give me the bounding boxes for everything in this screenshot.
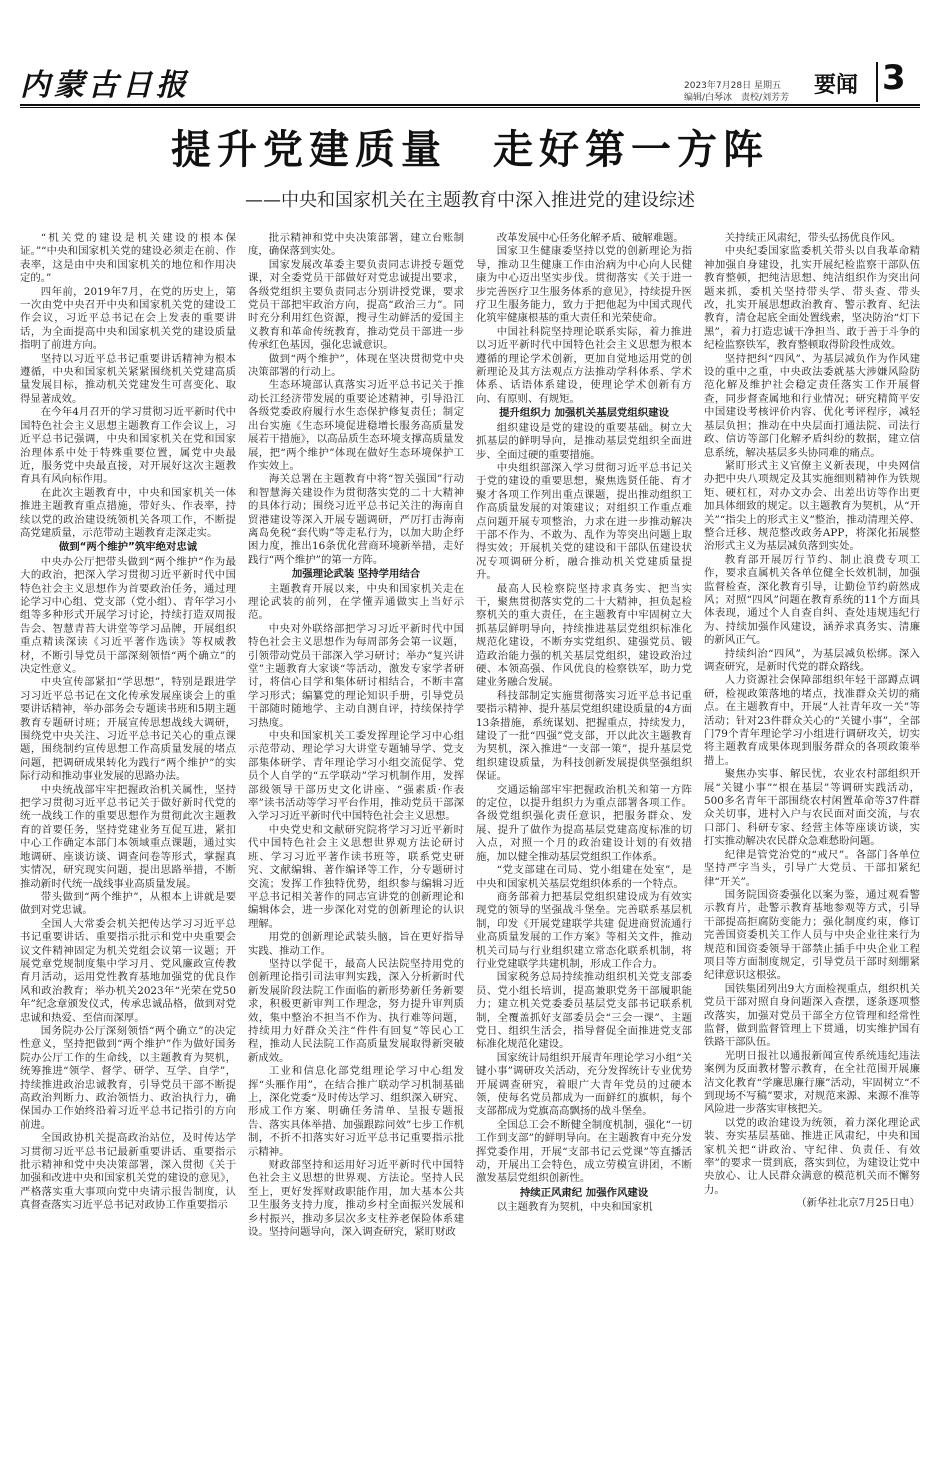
masthead — [0, 0, 940, 103]
paragraph: 财政部坚持和运用好习近平新时代中国特色社会主义思想的世界观、方法论。坚持人民至上，更好发挥财政职能作用，加大基本公共卫生服务支持力度，推动乡村全面振兴发展和乡村振兴，推动多层次多支柱养老保险体系建设。坚持问题导向，深入调查研究，紧盯财政 — [248, 1159, 464, 1239]
paragraph: 国铁集团列出9大方面检视重点，组织机关党员干部对照自身问题深入查摆，逐条逐项整改落实，加强对党员干部全方位管理和经常性监督，做到监督管理上下贯通，切实维护国有铁路干部队伍。 — [704, 982, 920, 1049]
paragraph: 中央纪委国家监委机关带头以自我革命精神加强自身建设，扎实开展纪检监察干部队伍教育整顿，把纯洁思想、纯洁组织作为突出问题来抓，委机关坚持带头学、带头查、带头改，扎实开展思想政治教育、警示教育、纪法教育，清仓起底全面处置线索，坚决防治“灯下黑”，着力打造忠诚干净担当、敢于善于斗争的纪检监察铁军，教育整顿取得阶段性成效。 — [704, 245, 920, 352]
paragraph: 坚持以学促干，最高人民法院坚持用党的创新理论指引司法审判实践，深入分析新时代新发展阶段法院工作面临的新形势新任务新要求，积极更新审判工作理念，努力提升审判质效，集中整治不担当不作为、执行难等问题，持续用力好群众关注“件件有回复”等民心工程，推动人民法院工作高质量发展取得新突破新成效。 — [248, 957, 464, 1064]
paragraph: 生态环境部认真落实习近平总书记关于推动长江经济带发展的重要论述精神，引导沿江各级党委政府履行水生态保护修复责任；制定出台实施《生态环境促进稳增长服务高质量发展若干措施》，以高品质生态环境支撑高质量发展，把“两个维护”体现在做好生态环境保护工作实效上。 — [248, 379, 464, 472]
page-number: 3 — [882, 58, 906, 98]
paragraph: 中央组织部深入学习贯彻习近平总书记关于党的建设的重要思想，聚焦选贤任能、育才聚才各项工作列出重点课题，提出推动组织工作高质量发展的对策建议；对组织工作重点难点问题开展专项整治，力求在进一步推动解决干部不作为、不敢为、乱作为等突出问题上取得实效；开展机关党的建设和干部队伍建设状况专项调研分析，融合推动机关党建质量提升。 — [476, 461, 692, 582]
paragraph: 国家统计局组织开展青年理论学习小组“关键小事”调研攻关活动，充分发挥统计专业优势开展调查研究，着眼广大青年党员的过硬本领，使每名党员都成为一面鲜红的旗帜，每个支部都成为党旗高高飘扬的战斗堡垒。 — [476, 1051, 692, 1118]
section-subheading: 加强理论武装 坚持学用结合 — [291, 568, 421, 581]
paragraph: 中央办公厅把带头做到“两个维护”作为最大的政治，把深入学习贯彻习近平新时代中国特色社会主义思想作为首要政治任务，通过理论学习中心组、党支部（党小组）、青年学习小组等多种形式开展学习讨论，持续打造双周报告会、智慧青苔大讲堂等学习品牌，开展组织重点精读深读《习近平著作选读》等权威教材，不断引导党员干部深刻领悟“两个确立”的决定性意义。 — [20, 555, 236, 675]
paragraph: 关持续正风肃纪，带头弘扬优良作风。 — [724, 232, 902, 244]
paragraph: 工业和信息化部党组理论学习中心组发挥“头雁作用”，在结合推广联动学习机制基础上，深化党委“及时传达学习、组织深入研究、形成工作方案、明确任务清单、呈报专题报告、落实具体举措、加强跟踪问效”七步工作机制，不折不扣落实好习近平总书记重要指示批示精神。 — [248, 1065, 464, 1158]
paragraph: 国务院办公厅深刻领悟“两个确立”的决定性意义，坚持把做到“两个维护”作为做好国务院办公厅工作的生命线，以主题教育为契机，统筹推进“领学、督学、研学、互学、自学”，持续推进政治忠诚教育，引导党员干部不断提高政治判断力、政治领悟力、政治执行力，确保国办工作始终沿着习近平总书记指引的方向前进。 — [20, 1024, 236, 1131]
paragraph: 坚持以习近平总书记重要讲话精神为根本遵循，中央和国家机关紧紧围绕机关党建高质量发展目标，推动机关党建发生可喜变化、取得显著成效。 — [20, 352, 236, 405]
paragraph: 改革发展中心任务化解矛盾、破解难题。 — [496, 232, 684, 244]
paragraph: 用党的创新理论武装头脑，旨在更好指导实践、推动工作。 — [248, 931, 464, 957]
article-column-3 — [476, 232, 692, 1468]
paragraph: 海关总署在主题教育中将“智关强国”行动和智慧海关建设作为贯彻落实党的二十大精神的具体行动；围绕习近平总书记关注的海南自贸港建设等深入开展专题调研，严厉打击海南离岛免税“套代购”等走私行为，以加大助企纾困力度，推出16条优化营商环境新举措，走好践行“两个维护”的第一方阵。 — [248, 473, 464, 566]
paragraph: 国家卫生健康委坚持以党的创新理论为指导，推动卫生健康工作由治病为中心向人民健康为中心迈出坚实步伐。贯彻落实《关于进一步完善医疗卫生服务体系的意见》，持续提升医疗卫生服务能力，致力于把他起为中国式现代化筑牢健康根基的重大责任和光荣使命。 — [476, 245, 692, 325]
issue-date: 2023年7月28日 星期五 — [684, 81, 781, 91]
paragraph: 纪律是管党治党的“戒尺”。各部门各单位坚持严字当头，引导广大党员、干部扣紧纪律“开关”。 — [704, 848, 920, 888]
paragraph: 国家发展改革委主要负责同志讲授专题党课，对全委党员干部做好对党忠诚提出要求，各级党组织主要负责同志分别讲授党课，要求党员干部把牢政治方向，提高“政治三力”。同时充分利用红色资源，搜寻生动鲜活的爱国主义教育和革命传统教育，推动党员干部进一步传承红色基因，强化忠诚意识。 — [248, 258, 464, 352]
paragraph: 科技部制定实施贯彻落实习近平总书记重要指示精神、提升基层党组织建设质量的4方面13条措施，系统谋划、把握重点，持续发力，建设了一批“四强”党支部，开以此次主题教育为契机，深入推进“一支部一策”，提升基层党组织建设质量，为科技创新发展提供坚强组织保证。 — [476, 689, 692, 783]
paragraph: 四年前，2019年7月，在党的历史上，第一次由党中央召开中央和国家机关党的建设工作会议，习近平总书记在会上发表的重要讲话，为全面提高中央和国家机关党的建设质量指明了前进方向。 — [20, 285, 236, 352]
paragraph: 全国总工会不断健全制度机制，强化“一切工作到支部”的鲜明导向。在主题教育中充分发挥党委作用，开展“支部书记云党课”等直播活动，开展出工会特色，成立劳模宣讲团，不断激发基层党组织创新性。 — [476, 1118, 692, 1185]
paragraph: 批示精神和党中央决策部署，建立台账制度，确保落到实处。 — [248, 232, 464, 258]
paragraph: “党支部建在司局、党小组建在处室”，是中央和国家机关基层党组织体系的一个特点。 — [476, 864, 692, 890]
paragraph: 中国社科院坚持理论联系实际，着力推进以习近平新时代中国特色社会主义思想为根本遵循的理论学术创新，更加自觉地运用党的创新理论及其方法观点方法推动学科体系、学术体系、话语体系建设，使理论学术创新有方向、有原则、有规矩。 — [476, 325, 692, 405]
paragraph: 带头做到“两个维护”，从根本上讲就是要做到对党忠诚。 — [20, 890, 236, 917]
paragraph: 持续纠治“四风”，为基层减负松绑。深入调查研究，是新时代党的群众路线。 — [704, 647, 920, 673]
paragraph: 组织建设是党的建设的重要基础。树立大抓基层的鲜明导向，是推动基层党组织全面进步、全面过硬的重要措施。 — [476, 421, 692, 461]
newspaper-logo: 内蒙古日报 — [20, 68, 190, 103]
section-subheading: 提升组织力 加强机关基层党组织建设 — [499, 407, 669, 420]
paragraph: 中央和国家机关工委发挥理论学习中心组示范带动、理论学习大讲堂专题辅导学、党支部集体研学、青年理论学习小组交流促学、党员个人自学的“五学联动”学习机制作用，发挥部级领导干部历史文化讲座、“强素质·作表率”读书活动等学习平台作用，推动党员干部深入学习习近平新时代中国特色社会主义思想。 — [248, 730, 464, 823]
paragraph: 以主题教育为契机，中央和国家机 — [496, 1201, 653, 1214]
paragraph: 最高人民检察院坚持求真务实、把当实干，聚焦贯彻落实党的二十大精神，担负起检察机关的重大责任，在主题教育中牢固树立大抓基层鲜明导向，持续推进基层党组织标准化规范化建设，不断夯实党组织、建强党员、锻造政治能力强的机关基层党组织，建设政治过硬、本领高强、作风优良的检察铁军，助力党建业务融合发展。 — [476, 582, 692, 689]
paragraph: 光明日报社以通报新闻宣传系统违纪违法案例为反面教材警示教育，在全社范围开展廉洁文化教育“学廉思廉行廉”活动，牢固树立“不到现场不写稿”要求，对规范来源、来源不准等风险进一步落实审核把关。 — [704, 1049, 920, 1116]
paragraph: （新华社北京7月25日电） — [796, 1197, 920, 1210]
paragraph: 国家税务总局持续推动组织机关党支部委员、党小组长培训，提高兼职党务干部履职能力；建立机关党委委员基层党支部书记联系机制，全覆盖抓好支部委员会“三会一课”、主题党日、组织生活会，指导督促全面推进党支部标准化规范化建设。 — [476, 971, 692, 1051]
paragraph: 中央统战部牢牢把握政治机关属性，坚持把学习贯彻习近平总书记关于做好新时代党的统一战线工作的重要思想作为贯彻此次主题教育的首要任务，坚持党建业务互促互进，紧扣中心工作确定本部门本领域重点课题，通过实地调研、座谈访谈、调查问卷等形式，掌握真实情况，研究现实问题，提出思路举措，不断推动新时代统一战线事业高质量发展。 — [20, 783, 236, 890]
article-column-4 — [704, 232, 920, 1468]
paragraph: 全国政协机关提高政治站位，及时传达学习贯彻习近平总书记最新重要讲话、重要指示批示精神和党中央决策部署，深入贯彻《关于加强和改进中央和国家机关党的建设的意见》，严格落实重大事项向党中央请示报告制度，认真督查落实习近平总书记对政协工作重要指示 — [20, 1132, 236, 1212]
section-subheading: 做到“两个维护”筑牢绝对忠诚 — [58, 541, 198, 554]
paragraph: 在此次主题教育中，中央和国家机关一体推进主题教育重点措施，带好头、作表率，持续以党的政治建设统领机关各项工作，不断提高党建质量，示范带动主题教育走深走实。 — [20, 486, 236, 539]
section-name: 要闻 — [814, 73, 859, 98]
article-body — [20, 232, 922, 1468]
paragraph: 全国人大常委会机关把传达学习习近平总书记重要讲话、重要指示批示和党中央重要会议文件精神固定为机关党组会议第一议题；开展党章党规制度集中学习月、党风廉政宣传教育月活动，运用党性教育基地加强党的优良作风和政治教育；举办机关2023年“光荣在党50年”纪念章颁发仪式，传承忠诚品格，做到对党忠诚和热爱、至信而深厚。 — [20, 917, 236, 1024]
paragraph: “机关党的建设是机关建设的根本保证。”“中央和国家机关党的建设必须走在前、作表率，这是由中央和国家机关的地位和作用决定的。” — [20, 232, 236, 285]
paragraph: 教育部开展厉行节约、制止浪费专项工作，要求直属机关各单位健全长效机制，加强监督检查，深化教育引导，让勤俭节约蔚然成风；对照“四风”问题在教育系统的11个方面具体表现，通过个人自查自纠、查处违规违纪行为、持续加强作风建设，涵养求真务实、清廉的新风正气。 — [704, 553, 920, 647]
paragraph: 人力资源社会保障部组织年轻干部蹲点调研，检视政策落地的堵点，找准群众关切的痛点。在主题教育中，开展“人社青年攻一关”等活动；针对23件群众关心的“关键小事”，全部门79个青年理论学习小组进行调研攻关，切实将主题教育成果体现到服务群众的各项政策举措上。 — [704, 674, 920, 767]
paragraph: 坚持把纠“四风”、为基层减负作为作风建设的重中之重，中央政法委就基大涉嫌风险防范化解及维护社会稳定责任落实工作开展督查，同步督查属地和行业情况；研究精简平安中国建设考核评价内容、优化考评程序，减轻基层负担；推动在中央层面打通法院、司法行政、信访等部门化解矛盾纠纷的数据，建立信息系统，解决基层多头协同难的痛点。 — [704, 352, 920, 459]
article-column-1 — [20, 232, 236, 1468]
article-column-2 — [248, 232, 464, 1468]
paragraph: 聚焦办实事、解民忧，农业农村部组织开展“关键小事”“根在基层”等调研实践活动，500多名青年干部围绕农村闲置革命等37件群众关切事，进村入户与农民面对面交流，与农口部门、科研专家、经营主体等座谈访谈，实打实推动解决农民群众急难愁盼问题。 — [704, 768, 920, 848]
paragraph: 中央党史和文献研究院将学习习近平新时代中国特色社会主义思想世界观方法论研讨班、学习习近平著作读书班等，联系党史研究、文献编辑、著作编译等工作，分专题研讨交流；发挥工作独特优势，组织参与编辑习近平总书记相关著作的同志宣讲党的创新理论和编辑体会，进一步深化对党的创新理论的认识理解。 — [248, 823, 464, 930]
paragraph: 紧盯形式主义官僚主义新表现，中央网信办把中央八项规定及其实施细则精神作为铁规矩、硬杠杠，对办文办会、出差出访等作出更加具体细致的规定。以主题教育为契机，从“开关”“指尖上的形式主义”整治，推动清理关停、整合迁移、规范整改政务APP，将深化拓展整治形式主义为基层减负落到实处。 — [704, 459, 920, 553]
paragraph: 中央宣传部紧扣“学思想”，特别是跟进学习习近平总书记在文化传承发展座谈会上的重要讲话精神，举办部务会专题读书班和5期主题教育专题研讨班；开展宣传思想战线大调研，围绕党中央关注、习近平总书记关心的重点课题，围绕制约宣传思想工作高质量发展的堵点问题，把调研成果转化为践行“两个维护”的实际行动和推动事业发展的思路办法。 — [20, 676, 236, 783]
editor-credits: 编辑/白琴冰 责校/刘芳芳 — [684, 93, 790, 103]
masthead-rule-thin — [20, 107, 920, 108]
article-headline: 提升党建质量 走好第一方阵 — [171, 127, 769, 173]
paragraph: 以党的政治建设为统领，着力深化理论武装、夯实基层基础、推进正风肃纪，中央和国家机关把“讲政治、守纪律、负责任、有效率”的要求一贯到底，落实到位，为建设让党中央放心、让人民群众满意的模范机关而不懈努力。 — [704, 1116, 920, 1196]
paragraph: 在今年4月召开的学习贯彻习近平新时代中国特色社会主义思想主题教育工作会议上，习近平总书记强调，中央和国家机关在党和国家治理体系中处于特殊重要位置，属党中央最近，服务党中央最直接，对开展好这次主题教育具有风向标作用。 — [20, 406, 236, 486]
paragraph: 商务部着力把基层党组织建设成为有效实现党的领导的坚强战斗堡垒。完善联系基层机制，印发《开展党建联学共建 促进商贸流通行业高质量发展的工作方案》等相关文件，推动机关司局与行业组织建立常态化联系机制，将行业党建联学共建机制，形成工作合力。 — [476, 890, 692, 970]
article-subheadline: ——中央和国家机关在主题教育中深入推进党的建设综述 — [245, 190, 695, 211]
masthead-rule — [20, 104, 920, 106]
paragraph: 交通运输部牢牢把握政治机关和第一方阵的定位，以提升组织力为重点部署各项工作。各级党组织强化责任意识，把服务群众、发展、提升了做作为提高基层党建高度标准的切入点，对照一个月的政治建设计划的有效措施，加以健全推动基层党组织工作体系。 — [476, 783, 692, 863]
paragraph: 主题教育开展以来，中央和国家机关走在理论武装的前列，在学懂弄通做实上当好示范。 — [248, 582, 464, 622]
section-subheading: 持续正风肃纪 加强作风建设 — [519, 1186, 649, 1199]
paragraph: 做到“两个维护”，体现在坚决贯彻党中央决策部署的行动上。 — [248, 352, 464, 379]
paragraph: 中央对外联络部把学习习近平新时代中国特色社会主义思想作为每周部务会第一议题，引领带动党员干部深入学习研讨；举办“复兴讲堂”主题教育大家谈“等活动，激发专家学者研讨，将信心目学和集体研讨相结合，不断丰富学习形式；编纂党的理论知识手册，引导党员干部随时随地学、主动自测自评，持续保持学习热度。 — [248, 622, 464, 729]
paragraph: 国务院国资委强化以案为鉴，通过观看警示教育片，赴警示教育基地参观等方式，引导干部提高拒腐防变能力；强化制度约束，修订完善国资委机关工作人员与中央企业往来行为规范和国资委领导干部禁止插手中央企业工程项目等方面制度规定，引导党员干部时刻绷紧纪律意识这根弦。 — [704, 888, 920, 982]
